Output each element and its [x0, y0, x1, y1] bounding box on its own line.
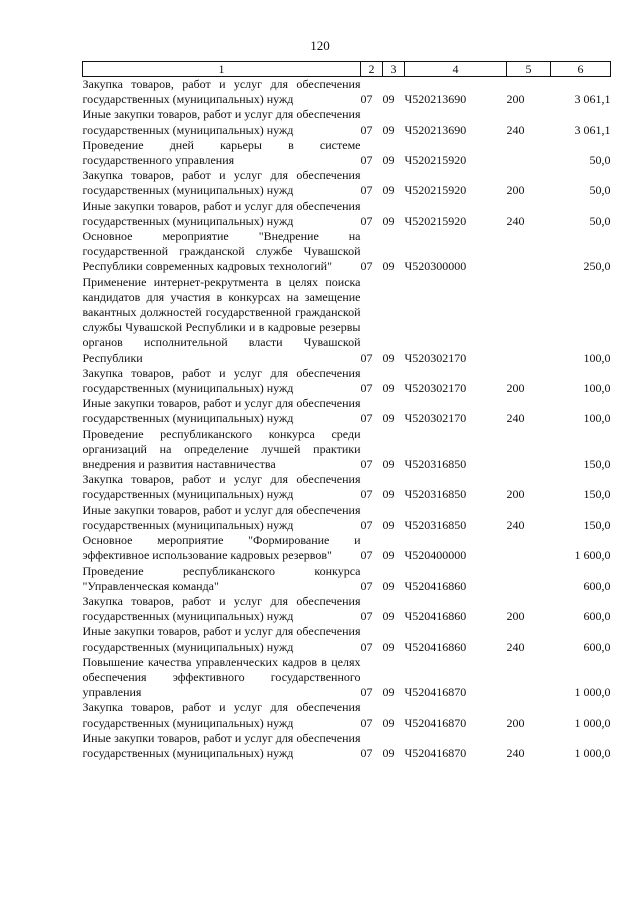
- amount-value: 100,0: [583, 350, 611, 365]
- subsection-code: 09: [382, 153, 395, 168]
- row-description: Иные закупки товаров, работ и услуг для обеспечения государственных (муниципальных) нужд: [82, 624, 361, 654]
- amount-value: 250,0: [583, 259, 611, 274]
- amount-value: 150,0: [583, 487, 611, 502]
- column-header-5: 5: [507, 62, 551, 77]
- row-description: Иные закупки товаров, работ и услуг для обеспечения государственных (муниципальных) нужд: [82, 502, 361, 532]
- column-header-2: 2: [361, 62, 383, 77]
- amount-value: 100,0: [583, 411, 611, 426]
- row-description: Основное мероприятие "Формирование и эффективное использование кадровых резервов": [82, 533, 361, 563]
- table-header-row: [83, 62, 611, 77]
- target-article-code: Ч520416860: [404, 639, 467, 654]
- target-article-code: Ч520213690: [404, 122, 467, 137]
- amount-value: 100,0: [583, 381, 611, 396]
- row-description: Закупка товаров, работ и услуг для обеспечения государственных (муниципальных) нужд: [82, 77, 361, 107]
- section-code: 07: [360, 685, 373, 700]
- row-description: Закупка товаров, работ и услуг для обеспечения государственных (муниципальных) нужд: [82, 700, 361, 730]
- table-row: [83, 700, 611, 730]
- amount-value: 1 000,0: [574, 745, 611, 760]
- row-description: Применение интернет-рекрутмента в целях поиска кандидатов для участия в конкурсах на замещение вакантных должностей государственной гражданской службы Чувашской Республики и в кадровые резервы органов исполнительной власти Чувашской Республики: [82, 274, 361, 365]
- target-article-code: Ч520215920: [404, 183, 467, 198]
- subsection-code: 09: [382, 92, 395, 107]
- section-code: 07: [360, 213, 373, 228]
- row-description: Проведение республиканского конкурса "Управленческая команда": [82, 563, 361, 593]
- expense-type-code: 200: [506, 715, 525, 730]
- row-description: Закупка товаров, работ и услуг для обеспечения государственных (муниципальных) нужд: [82, 593, 361, 624]
- subsection-code: 09: [382, 259, 395, 274]
- expense-type-code: 240: [506, 745, 525, 760]
- amount-value: 150,0: [583, 457, 611, 472]
- table-row: [83, 472, 611, 502]
- target-article-code: Ч520416870: [404, 685, 467, 700]
- section-code: 07: [360, 183, 373, 198]
- expense-type-code: 200: [506, 609, 525, 624]
- subsection-code: 09: [382, 745, 395, 760]
- amount-value: 50,0: [589, 183, 611, 198]
- row-description: Иные закупки товаров, работ и услуг для обеспечения государственных (муниципальных) нужд: [82, 198, 361, 228]
- table-body: [83, 77, 611, 762]
- expense-type-code: 240: [506, 639, 525, 654]
- table-row: [83, 594, 611, 624]
- table-row: [83, 366, 611, 396]
- expense-type-code: [507, 564, 551, 594]
- subsection-code: 09: [382, 411, 395, 426]
- subsection-code: 09: [382, 548, 395, 563]
- section-code: 07: [360, 745, 373, 760]
- column-header-3: 3: [383, 62, 405, 77]
- subsection-code: 09: [382, 487, 395, 502]
- target-article-code: Ч520416860: [404, 578, 467, 593]
- table-row: [83, 731, 611, 761]
- subsection-code: 09: [382, 639, 395, 654]
- amount-value: 50,0: [589, 213, 611, 228]
- subsection-code: 09: [382, 578, 395, 593]
- section-code: 07: [360, 92, 373, 107]
- section-code: 07: [360, 153, 373, 168]
- target-article-code: Ч520416870: [404, 745, 467, 760]
- amount-value: 3 061,1: [574, 92, 611, 107]
- section-code: 07: [360, 578, 373, 593]
- table-row: [83, 199, 611, 229]
- budget-table: [82, 61, 611, 761]
- section-code: 07: [360, 457, 373, 472]
- section-code: 07: [360, 350, 373, 365]
- table-row: [83, 503, 611, 533]
- amount-value: 1 000,0: [574, 715, 611, 730]
- target-article-code: Ч520316850: [404, 517, 467, 532]
- page-number: 120: [310, 38, 330, 53]
- section-code: 07: [360, 517, 373, 532]
- target-article-code: Ч520416870: [404, 715, 467, 730]
- amount-value: 1 000,0: [574, 685, 611, 700]
- section-code: 07: [360, 548, 373, 563]
- table-row: [83, 624, 611, 654]
- target-article-code: Ч520316850: [404, 487, 467, 502]
- table-row: [83, 168, 611, 198]
- expense-type-code: 200: [506, 487, 525, 502]
- expense-type-code: [507, 138, 551, 168]
- expense-type-code: 200: [506, 183, 525, 198]
- row-description: Закупка товаров, работ и услуг для обеспечения государственных (муниципальных) нужд: [82, 168, 361, 198]
- table-row: [83, 655, 611, 701]
- target-article-code: Ч520215920: [404, 213, 467, 228]
- row-description: Повышение качества управленческих кадров в целях обеспечения эффективного государственного управления: [82, 654, 361, 700]
- target-article-code: Ч520400000: [404, 548, 467, 563]
- section-code: 07: [360, 609, 373, 624]
- expense-type-code: 240: [506, 517, 525, 532]
- expense-type-code: [507, 275, 551, 366]
- expense-type-code: 200: [506, 92, 525, 107]
- expense-type-code: 200: [506, 381, 525, 396]
- amount-value: 600,0: [583, 578, 611, 593]
- row-description: Иные закупки товаров, работ и услуг для обеспечения государственных (муниципальных) нужд: [82, 107, 361, 137]
- section-code: 07: [360, 381, 373, 396]
- row-description: Закупка товаров, работ и услуг для обеспечения государственных (муниципальных) нужд: [82, 365, 361, 396]
- amount-value: 600,0: [583, 639, 611, 654]
- subsection-code: 09: [382, 715, 395, 730]
- section-code: 07: [360, 487, 373, 502]
- expense-type-code: [507, 229, 551, 275]
- column-header-1: 1: [83, 62, 361, 77]
- section-code: 07: [360, 639, 373, 654]
- expense-type-code: [507, 533, 551, 563]
- target-article-code: Ч520300000: [404, 259, 467, 274]
- row-description: Основное мероприятие "Внедрение на государственной гражданской службе Чувашской Республики современных кадровых технологий": [82, 229, 361, 274]
- subsection-code: 09: [382, 350, 395, 365]
- amount-value: 1 600,0: [574, 548, 611, 563]
- section-code: 07: [360, 411, 373, 426]
- expense-type-code: [507, 427, 551, 473]
- table-row: [83, 138, 611, 168]
- subsection-code: 09: [382, 685, 395, 700]
- table-row: [83, 396, 611, 426]
- table-row: [83, 77, 611, 108]
- row-description: Иные закупки товаров, работ и услуг для обеспечения государственных (муниципальных) нужд: [82, 730, 361, 760]
- subsection-code: 09: [382, 457, 395, 472]
- row-description: Закупка товаров, работ и услуг для обеспечения государственных (муниципальных) нужд: [82, 472, 361, 502]
- row-description: Проведение дней карьеры в системе государственного управления: [82, 137, 361, 168]
- amount-value: 150,0: [583, 517, 611, 532]
- amount-value: 600,0: [583, 609, 611, 624]
- expense-type-code: [507, 655, 551, 701]
- table-row: [83, 427, 611, 473]
- section-code: 07: [360, 122, 373, 137]
- subsection-code: 09: [382, 381, 395, 396]
- target-article-code: Ч520302170: [404, 411, 467, 426]
- amount-value: 50,0: [589, 153, 611, 168]
- target-article-code: Ч520302170: [404, 381, 467, 396]
- row-description: Иные закупки товаров, работ и услуг для обеспечения государственных (муниципальных) нужд: [82, 396, 361, 426]
- table-row: [83, 275, 611, 366]
- subsection-code: 09: [382, 122, 395, 137]
- target-article-code: Ч520215920: [404, 153, 467, 168]
- section-code: 07: [360, 715, 373, 730]
- subsection-code: 09: [382, 183, 395, 198]
- amount-value: 3 061,1: [574, 122, 611, 137]
- table-row: [83, 564, 611, 594]
- target-article-code: Ч520213690: [404, 92, 467, 107]
- subsection-code: 09: [382, 609, 395, 624]
- target-article-code: Ч520416860: [404, 609, 467, 624]
- column-header-6: 6: [551, 62, 611, 77]
- expense-type-code: 240: [506, 122, 525, 137]
- row-description: Проведение республиканского конкурса среди организаций на определение лучшей практики внедрения и развития наставничества: [82, 426, 361, 472]
- expense-type-code: 240: [506, 411, 525, 426]
- column-header-4: 4: [405, 62, 507, 77]
- subsection-code: 09: [382, 517, 395, 532]
- subsection-code: 09: [382, 213, 395, 228]
- section-code: 07: [360, 259, 373, 274]
- target-article-code: Ч520302170: [404, 350, 467, 365]
- table-row: [83, 107, 611, 137]
- table-row: [83, 229, 611, 275]
- expense-type-code: 240: [506, 213, 525, 228]
- table-row: [83, 533, 611, 563]
- target-article-code: Ч520316850: [404, 457, 467, 472]
